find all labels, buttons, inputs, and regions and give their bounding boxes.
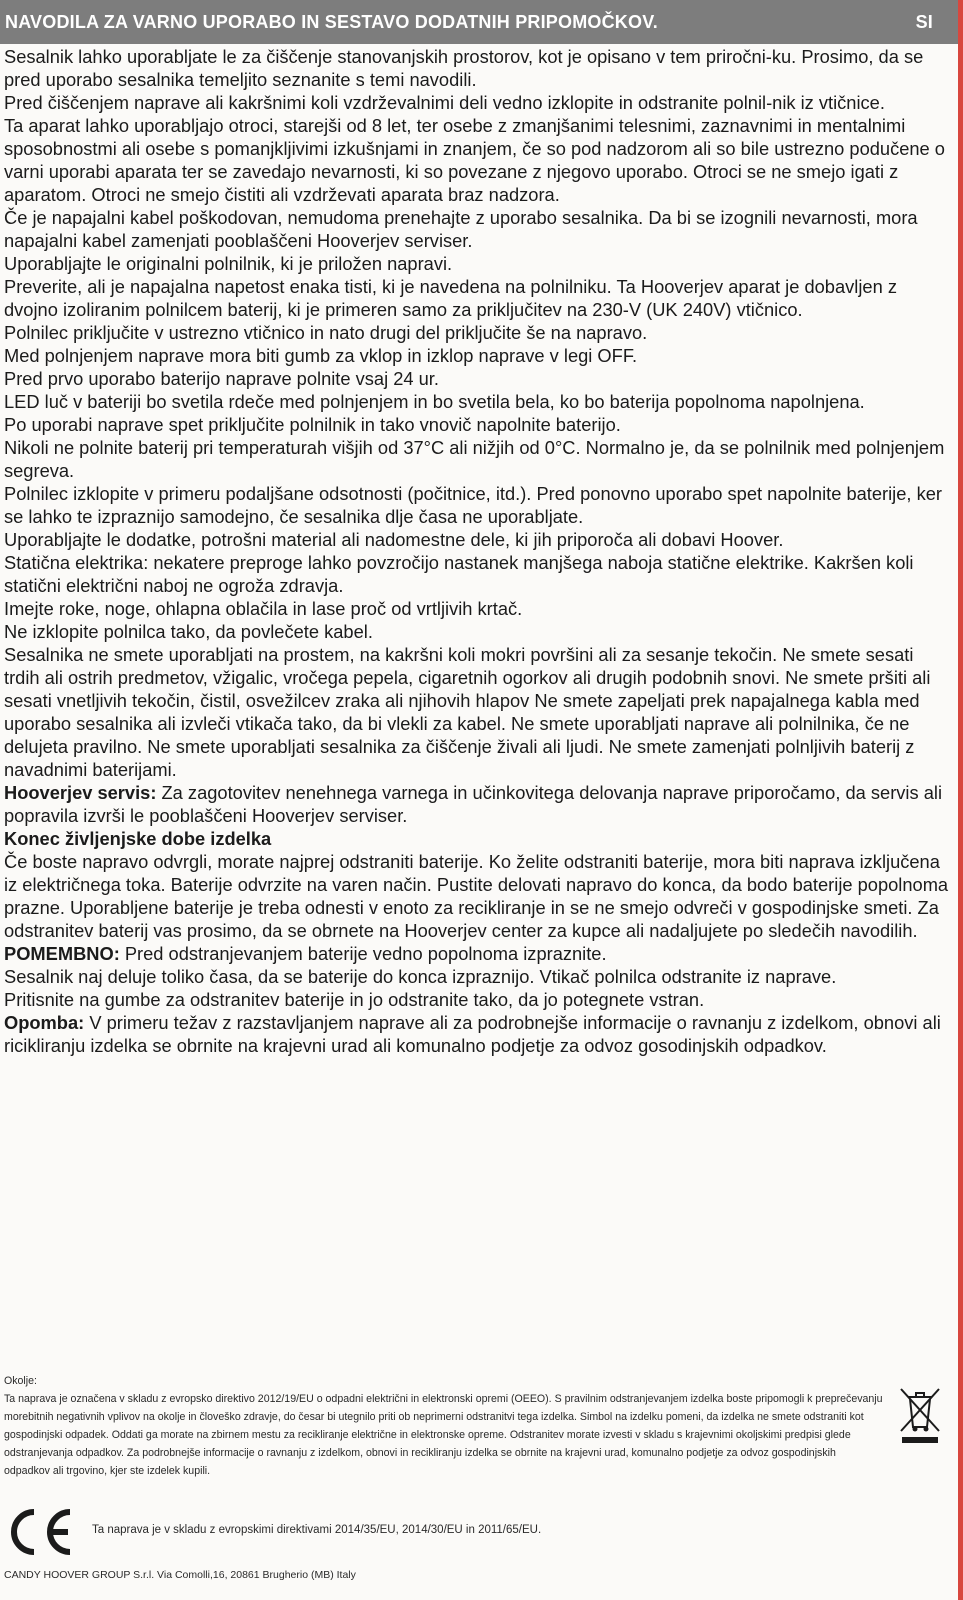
paragraph: Polnilec izklopite v primeru podaljšane odsotnosti (počitnice, itd.). Pred ponovno uporabo spet napolnite baterije, ker se lahko te izpraznijo samodejno, če sesalnika dlje časa ne uporabljate. [4,483,942,527]
paragraph: Če je napajalni kabel poškodovan, nemudoma prenehajte z uporabo sesalnika. Da bi se izognili nevarnosti, mora napajalni kabel zamenjati pooblaščeni Hooverjev serviser. [4,207,918,251]
page-header [0,0,963,44]
paragraph: Sesalnika ne smete uporabljati na prostem, na kakršni koli mokri površini ali za sesanje tekočin. Ne smete sesati trdih ali ostrih predmetov, vžigalic, vročega pepela, cigaretnih ogorkov ali drugih podobnih snovi. Ne smete pršiti ali sesati vnetljivih tekočin, čistil, osvežilcev zraka ali njihovih hlapov Ne smete zapeljati prek napajalnega kabla med uporabo sesalnika ali izvleči vtikača tako, da bi vlekli za kabel. Ne smete uporabljati naprave ali polnilnika, če ne delujeta pravilno. Ne smete uporabljati sesalnika za čiščenje živali ali ljudi. Ne smete zamenjati polnljivih baterij z navadnimi baterijami. [4,644,931,780]
environment-text: Ta naprava je označena v skladu z evropsko direktivo 2012/19/EU o odpadni električni in elektronski opremi (OEEO). S pravilnim odstranjevanjem izdelka boste pripomogli k preprečevanju morebitnih negativnih vplivov na okolje in človeško zdravje, do česar bi utegnilo priti ob neprimerni odstranitvi tega izdelka. Simbol na izdelku pomeni, da izdelka ne smete odstraniti kot gospodinjski odpadek. Oddati ga morate na zbirnem mestu za recikliranje električne in elektronske opreme. Odstranitev morate izvesti v skladu s krajevnimi okoljskimi predpisi glede odstranjevanja odpadkov. Za podrobnejše informacije o ravnanju z izdelkom, obnovi in recikliranju izdelka se obrnite na krajevni urad, komunalno podjetje za odvoz gospodinjskih odpadkov ali trgovino, kjer ste izdelek kupili. [4,1393,883,1477]
paragraph: Statična elektrika: nekatere preproge lahko povzročijo nastanek manjšega naboja statične elektrike. Kakršen koli statični električni naboj ne ogroža zdravja. [4,552,914,596]
page-title: NAVODILA ZA VARNO UPORABO IN SESTAVO DODATNIH PRIPOMOČKOV. [5,11,658,32]
paragraph: Ne izklopite polnilca tako, da povlečete kabel. [4,621,373,642]
paragraph: Uporabljajte le dodatke, potrošni material ali nadomestne dele, ki jih priporoča ali dobavi Hoover. [4,529,784,550]
company-footer: CANDY HOOVER GROUP S.r.l. Via Comolli,16, 20861 Brugherio (MB) Italy [4,1569,356,1581]
paragraph: Po uporabi naprave spet priključite polnilnik in tako vnovič napolnite baterijo. [4,414,621,435]
paragraph: Sesalnik lahko uporabljate le za čiščenje stanovanjskih prostorov, kot je opisano v tem priročni-ku. Prosimo, da se pred uporabo sesalnika temeljito seznanite s temi navodili. [4,46,924,90]
paragraph-note: Opomba: V primeru težav z razstavljanjem naprave ali za podrobnejše informacije o ravnanju z izdelkom, obnovi ali ricikliranju izdelka se obrnite na krajevni urad ali komunalno podjetje za odvoz gosodinjskih odpadkov. [4,1012,941,1056]
paragraph: Pred čiščenjem naprave ali kakršnimi koli vzdrževalnimi deli vedno izklopite in odstranite polnil-nik iz vtičnice. [4,92,885,113]
paragraph: Sesalnik naj deluje toliko časa, da se baterije do konca izpraznijo. Vtikač polnilca odstranite iz naprave. [4,966,837,987]
paragraph: LED luč v bateriji bo svetila rdeče med polnjenjem in bo svetila bela, ko bo baterija popolnoma napolnjena. [4,391,865,412]
ce-mark-icon [4,1506,74,1558]
environment-section [4,1372,884,1480]
weee-crossed-bin-icon [898,1385,942,1445]
paragraph: Preverite, ali je napajalna napetost enaka tisti, ki je navedena na polnilniku. Ta Hooverjev aparat je dobavljen z dvojno izoliranim polnilcem baterij, ki je primeren samo za priključitev na 230-V (UK 240V) vtičnico. [4,276,897,320]
instructions-body [4,45,952,1057]
paragraph: Če boste napravo odvrgli, morate najprej odstraniti baterije. Ko želite odstraniti baterije, mora biti naprava izključena iz električnega toka. Baterije odvrzite na varen način. Pustite delovati napravo do konca, da bodo baterije popolnoma prazne. Uporabljene baterije je treba odnesti v enoto za recikliranje in se ne smejo odvreči v gospodinjske smeti. Za odstranitev baterij vas prosimo, da se obrnete na Hooverjev center za kupce ali nadaljujete po sledečih navodilih. [4,851,949,941]
page-edge-accent [958,0,963,1600]
paragraph: Ta aparat lahko uporabljajo otroci, starejši od 8 let, ter osebe z zmanjšanimi telesnimi, zaznavnimi in mentalnimi sposobnostmi ali osebe s pomanjkljivimi izkušnjami in znanjem, če so pod nadzorom ali so bile ustrezno podučene o varni uporabi aparata ter se zavedajo nevarnosti, ki so povezane z njegovo uporabo. Otroci se ne smejo igati z aparatom. Otroci ne smejo čistiti ali vzdrževati aparata braz nadzora. [4,115,945,205]
paragraph-important: POMEMBNO: Pred odstranjevanjem baterije vedno popolnoma izpraznite. [4,943,607,964]
paragraph: Nikoli ne polnite baterij pri temperaturah višjih od 37°C ali nižjih od 0°C. Normalno je, da se polnilnik med polnjenjem segreva. [4,437,945,481]
paragraph: Uporabljajte le originalni polnilnik, ki je priložen napravi. [4,253,453,274]
ce-compliance-text: Ta naprava je v skladu z evropskimi direktivami 2014/35/EU, 2014/30/EU in 2011/65/EU. [92,1524,542,1536]
section-heading-end-of-life: Konec življenjske dobe izdelka [4,828,272,849]
paragraph: Polnilec priključite v ustrezno vtičnico in nato drugi del priključite še na napravo. [4,322,648,343]
language-code: SI [915,11,933,32]
environment-heading: Okolje: [4,1375,37,1387]
paragraph: Pred prvo uporabo baterijo naprave polnite vsaj 24 ur. [4,368,439,389]
paragraph: Imejte roke, noge, ohlapna oblačila in lase proč od vrtljivih krtač. [4,598,523,619]
paragraph-service: Hooverjev servis: Za zagotovitev nenehnega varnega in učinkovitega delovanja naprave priporočamo, da servis ali popravila izvrši le pooblaščeni Hooverjev serviser. [4,782,943,826]
paragraph: Pritisnite na gumbe za odstranitev baterije in jo odstranite tako, da jo potegnete vstran. [4,989,705,1010]
paragraph: Med polnjenjem naprave mora biti gumb za vklop in izklop naprave v legi OFF. [4,345,638,366]
